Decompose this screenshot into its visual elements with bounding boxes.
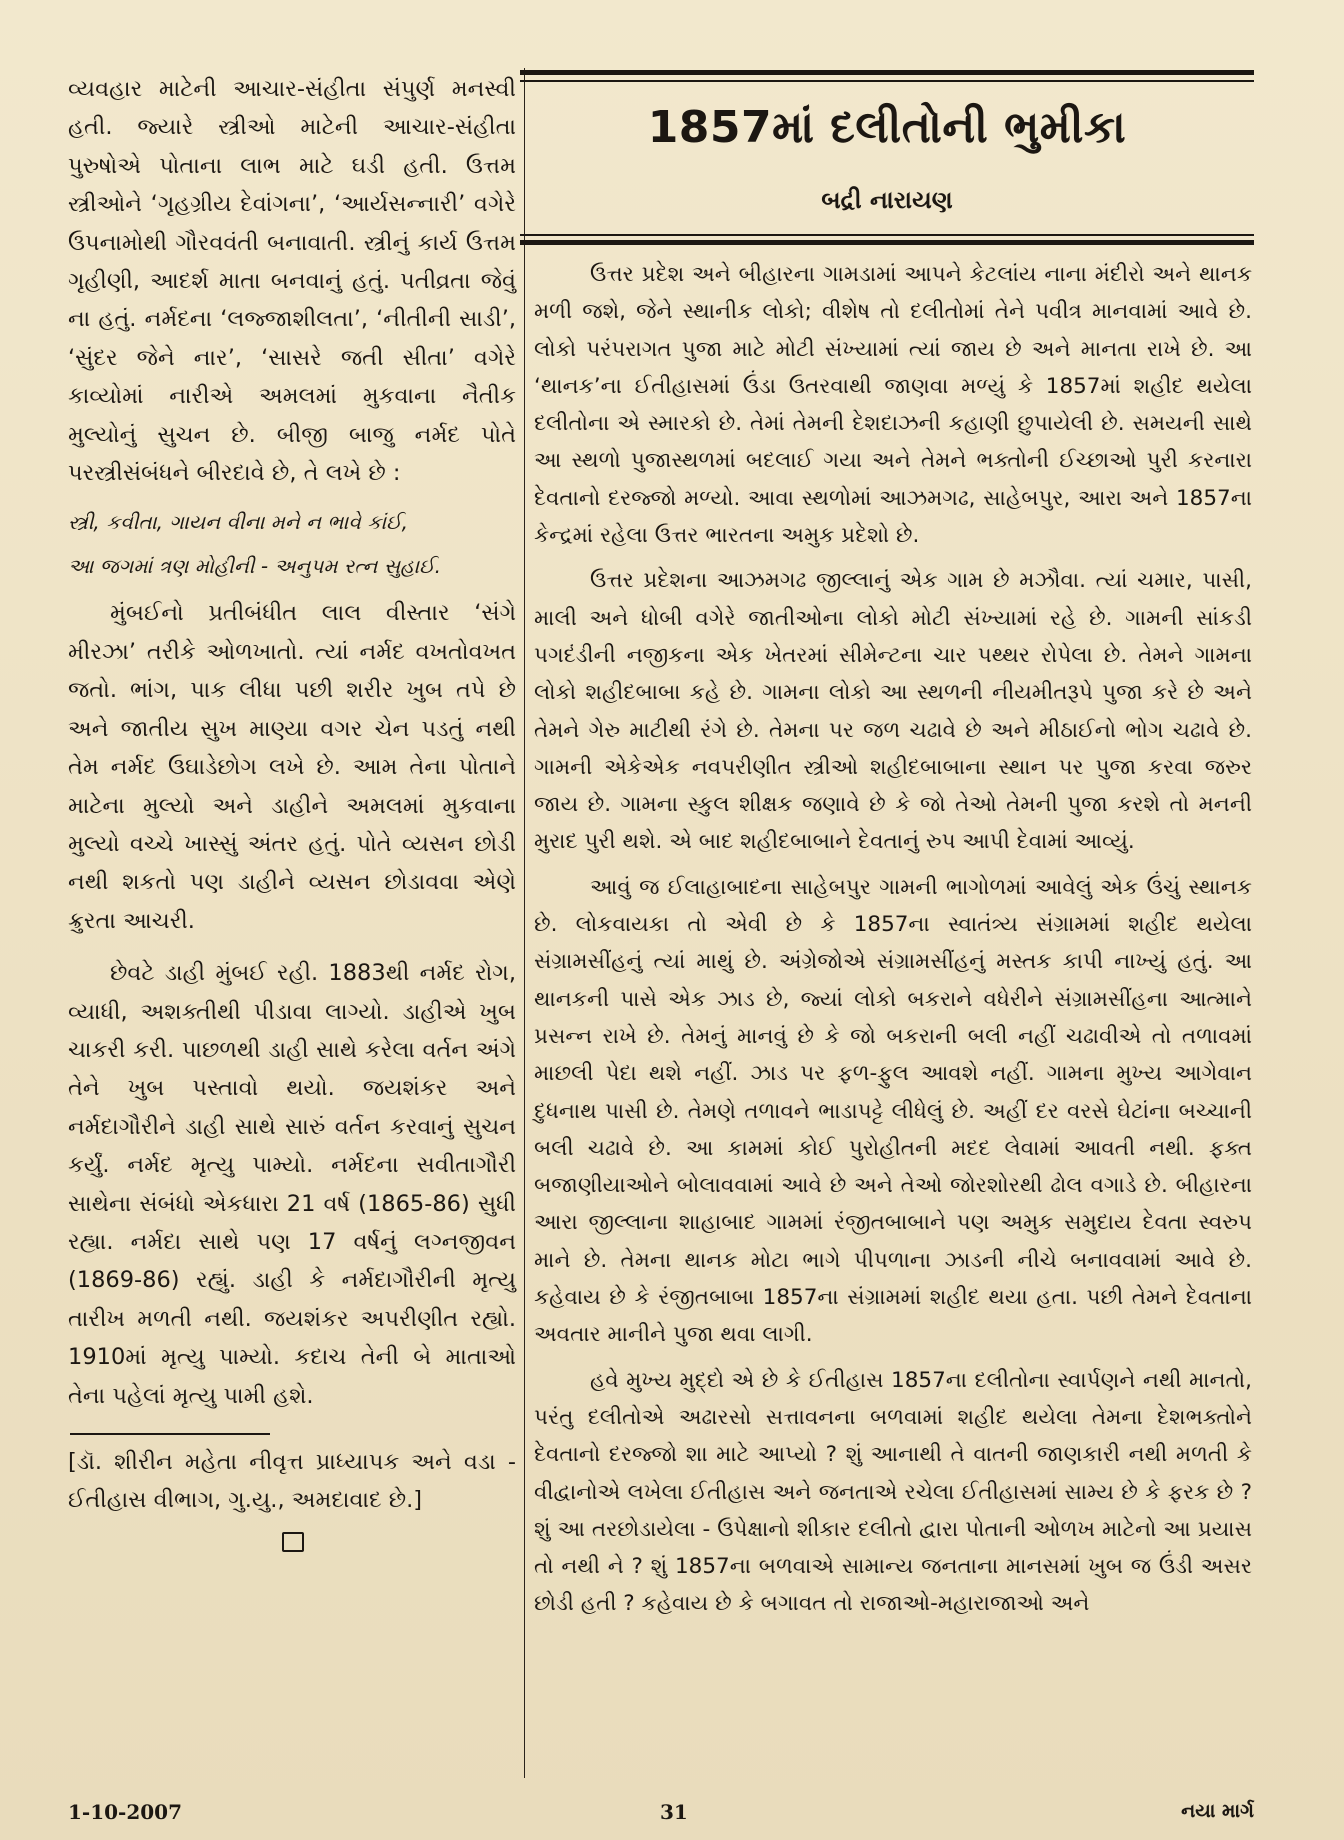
article-paragraph-2: ઉત્તર પ્રદેશના આઝમગઢ જીલ્લાનું એક ગામ છે મઝૌવા. ત્યાં ચમાર, પાસી, માલી અને ધોબી વગેરે જાતીઓના લોકો મોટી સંખ્યામાં રહે છે. ગામની સાંકડી પગદંડીની નજીકના એક ખેતરમાં સીમેન્ટના ચાર પથ્થર રોપેલા છે. તેમને ગામના લોકો શહીદબાબા કહે છે. ગામના લોકો આ સ્થળની નીયમીતરૂપે પુજા કરે છે અને તેમને ગેરુ માટીથી રંગે છે. તેમના પર જળ ચઢાવે છે અને મીઠાઈનો ભોગ ચઢાવે છે. ગામની એકેએક નવપરીણીત સ્ત્રીઓ શહીદબાબાના સ્થાન પર પુજા કરવા જરુર જાય છે. ગામના સ્કુલ શીક્ષક જણાવે છે કે જો તેઓ તેમની પુજા કરશે તો મનની મુરાદ પુરી થશે. એ બાદ શહીદબાબાને દેવતાનું રુપ આપી દેવામાં આવ્યું. [534, 568, 1252, 855]
header-rule-top [520, 70, 1254, 75]
page-number: 31 [660, 1800, 688, 1824]
end-square-icon [282, 1532, 304, 1552]
article-paragraph-4: હવે મુખ્ય મુદ્દો એ છે કે ઈતીહાસ 1857ના દલીતોના સ્વાર્પણને નથી માનતો, પરંતુ દલીતોએ અઢારસો સત્તાવનના બળવામાં શહીદ થયેલા તેમના દેશભક્તોને દેવતાનો દરજ્જો શા માટે આપ્યો ? શું આનાથી તે વાતની જાણકારી નથી મળતી કે વીદ્વાનોએ લખેલા ઈતીહાસ અને જનતાએ રચેલા ઈતીહાસમાં સામ્ય છે કે ફરક છે ? શું આ તરછોડાયેલા - ઉપેક્ષાનો શીકાર દલીતો દ્વારા પોતાની ઓળખ માટેનો આ પ્રયાસ તો નથી ને ? શું 1857ના બળવાએ સામાન્ય જનતાના માનસમાં ખુબ જ ઉંડી અસર છોડી હતી ? કહેવાય છે કે બગાવત તો રાજાઓ-મહારાજાઓ અને [534, 1367, 1252, 1617]
left-paragraph-2: મુંબઈનો પ્રતીબંધીત લાલ વીસ્તાર ‘સંગે મીરઝા’ તરીકે ઓળખાતો. ત્યાં નર્મદ વખતોવખત જતો. ભાંગ, પાક લીધા પછી શરીર ખુબ તપે છે અને જાતીય સુખ માણ્યા વગર ચેન પડતું નથી તેમ નર્મદ ઉઘાડેછોગ લખે છે. આમ તેના પોતાને માટેના મુલ્યો અને ડાહીને અમલમાં મુકવાના મુલ્યો વચ્ચે ખાસ્સું અંતર હતું. પોતે વ્યસન છોડી નથી શકતો પણ ડાહીને વ્યસન છોડાવવા એણે ક્રુરતા આચરી. [68, 600, 516, 934]
left-paragraph-1: વ્યવહાર માટેની આચાર-સંહીતા સંપુર્ણ મનસ્વી હતી. જ્યારે સ્ત્રીઓ માટેની આચાર-સંહીતા પુરુષોએ પોતાના લાભ માટે ઘડી હતી. ઉત્તમ સ્ત્રીઓને ‘ગૃહગ્રીય દેવાંગના’, ‘આર્યસન્નારી’ વગેરે ઉપનામોથી ગૌરવવંતી બનાવાતી. સ્ત્રીનું કાર્ય ઉત્તમ ગૃહીણી, આદર્શ માતા બનવાનું હતું. પતીવ્રતા જેવું ના હતું. નર્મદના ‘લજ્જાશીલતા’, ‘નીતીની સાડી’, ‘સુંદર જેને નાર’, ‘સાસરે જતી સીતા’ વગેરે કાવ્યોમાં નારીએ અમલમાં મુકવાના નૈતીક મુલ્યોનું સુચન છે. બીજી બાજુ નર્મદ પોતે પરસ્ત્રીસંબંધને બીરદાવે છે, તે લખે છે : [68, 76, 516, 487]
article-author: બદ્રી નારાયણ [821, 186, 953, 214]
poem-line-1: સ્ત્રી, કવીતા, ગાયન વીના મને ન ભાવે કાંઈ, [68, 510, 408, 535]
author-footnote: [ડૉ. શીરીન મહેતા નીવૃત્ત પ્રાધ્યાપક અને વડા - ઈતીહાસ વીભાગ, ગુ.યુ., અમદાવાદ છે.] [68, 1449, 516, 1514]
header-rule-bottom-thin [520, 234, 1254, 236]
header-rule-bottom [520, 240, 1254, 245]
issue-date: 1-10-2007 [68, 1800, 183, 1824]
magazine-name: નયા માર્ગ [1181, 1800, 1254, 1822]
article-header [520, 70, 1254, 248]
poem-line-2: આ જગમાં ત્રણ મોહીની - અનુપમ રત્ન સુહાઈ. [68, 554, 441, 579]
article-title: 1857માં દલીતોની ભુમીકા [647, 102, 1127, 153]
article-paragraph-1: ઉત્તર પ્રદેશ અને બીહારના ગામડામાં આપને કેટલાંય નાના મંદીરો અને થાનક મળી જશે, જેને સ્થાનીક લોકો; વીશેષ તો દલીતોમાં તેને પવીત્ર માનવામાં આવે છે. લોકો પરંપરાગત પુજા માટે મોટી સંખ્યામાં ત્યાં જાય છે અને માનતા રાખે છે. આ ‘થાનક’ના ઈતીહાસમાં ઉંડા ઉતરવાથી જાણવા મળ્યું કે 1857માં શહીદ થયેલા દલીતોના એ સ્મારકો છે. તેમાં તેમની દેશદાઝની કહાણી છુપાયેલી છે. સમયની સાથે આ સ્થળો પુજાસ્થળમાં બદલાઈ ગયા અને તેમને ભક્તોની ઈચ્છાઓ પુરી કરનારા દેવતાનો દરજ્જો મળ્યો. આવા સ્થળોમાં આઝમગઢ, સાહેબપુર, આરા અને 1857ના કેન્દ્રમાં રહેલા ઉત્તર ભારતના અમુક પ્રદેશો છે. [534, 262, 1252, 549]
page-footer [0, 1796, 1344, 1836]
left-paragraph-3: છેવટે ડાહી મુંબઈ રહી. 1883થી નર્મદ રોગ, વ્યાધી, અશક્તીથી પીડાવા લાગ્યો. ડાહીએ ખુબ ચાકરી કરી. પાછળથી ડાહી સાથે કરેલા વર્તન અંગે તેને ખુબ પસ્તાવો થયો. જયશંકર અને નર્મદાગૌરીને ડાહી સાથે સારું વર્તન કરવાનું સુચન કર્યું. નર્મદ મૃત્યુ પામ્યો. નર્મદના સવીતાગૌરી સાથેના સંબંધો એકધારા 21 વર્ષ (1865-86) સુધી રહ્યા. નર્મદા સાથે પણ 17 વર્ષનું લગ્નજીવન (1869-86) રહ્યું. ડાહી કે નર્મદાગૌરીની મૃત્યુ તારીખ મળતી નથી. જયશંકર અપરીણીત રહ્યો. 1910માં મૃત્યુ પામ્યો. કદાચ તેની બે માતાઓ તેના પહેલાં મૃત્યુ પામી હશે. [68, 960, 516, 1409]
column-divider [524, 68, 525, 1778]
header-rule-top-thin [520, 80, 1254, 82]
left-column [68, 70, 516, 1552]
footnote-divider [70, 1433, 270, 1435]
article-body [534, 256, 1252, 1623]
article-paragraph-3: આવું જ ઈલાહાબાદના સાહેબપુર ગામની ભાગોળમાં આવેલું એક ઉંચું સ્થાનક છે. લોકવાયકા તો એવી છે કે 1857ના સ્વાતંત્ર્ય સંગ્રામમાં શહીદ થયેલા સંગ્રામસીંહનું ત્યાં માથું છે. અંગ્રેજોએ સંગ્રામસીંહનું મસ્તક કાપી નાખ્યું હતું. આ થાનકની પાસે એક ઝાડ છે, જ્યાં લોકો બકરાને વધેરીને સંગ્રામસીંહના આત્માને પ્રસન્ન રાખે છે. તેમનું માનવું છે કે જો બકરાની બલી નહીં ચઢાવીએ તો તળાવમાં માછલી પેદા થશે નહીં. ઝાડ પર ફળ-ફુલ આવશે નહીં. ગામના મુખ્ય આગેવાન દુધનાથ પાસી છે. તેમણે તળાવને ભાડાપટ્ટે લીધેલું છે. અહીં દર વરસે ઘેટાંના બચ્ચાની બલી ચઢાવે છે. આ કામમાં કોઈ પુરોહીતની મદદ લેવામાં આવતી નથી. ફક્ત બજાણીયાઓને બોલાવવામાં આવે છે અને તેઓ જોરશોરથી ઢોલ વગાડે છે. બીહારના આરા જીલ્લાના શાહાબાદ ગામમાં રંજીતબાબાને પણ અમુક સમુદાય દેવતા સ્વરુપ માને છે. તેમના થાનક મોટા ભાગે પીપળાના ઝાડની નીચે બનાવવામાં આવે છે. કહેવાય છે કે રંજીતબાબા 1857ના સંગ્રામમાં શહીદ થયા હતા. પછી તેમને દેવતાના અવતાર માનીને પુજા થવા લાગી. [534, 874, 1252, 1348]
poem-quote [68, 500, 516, 588]
